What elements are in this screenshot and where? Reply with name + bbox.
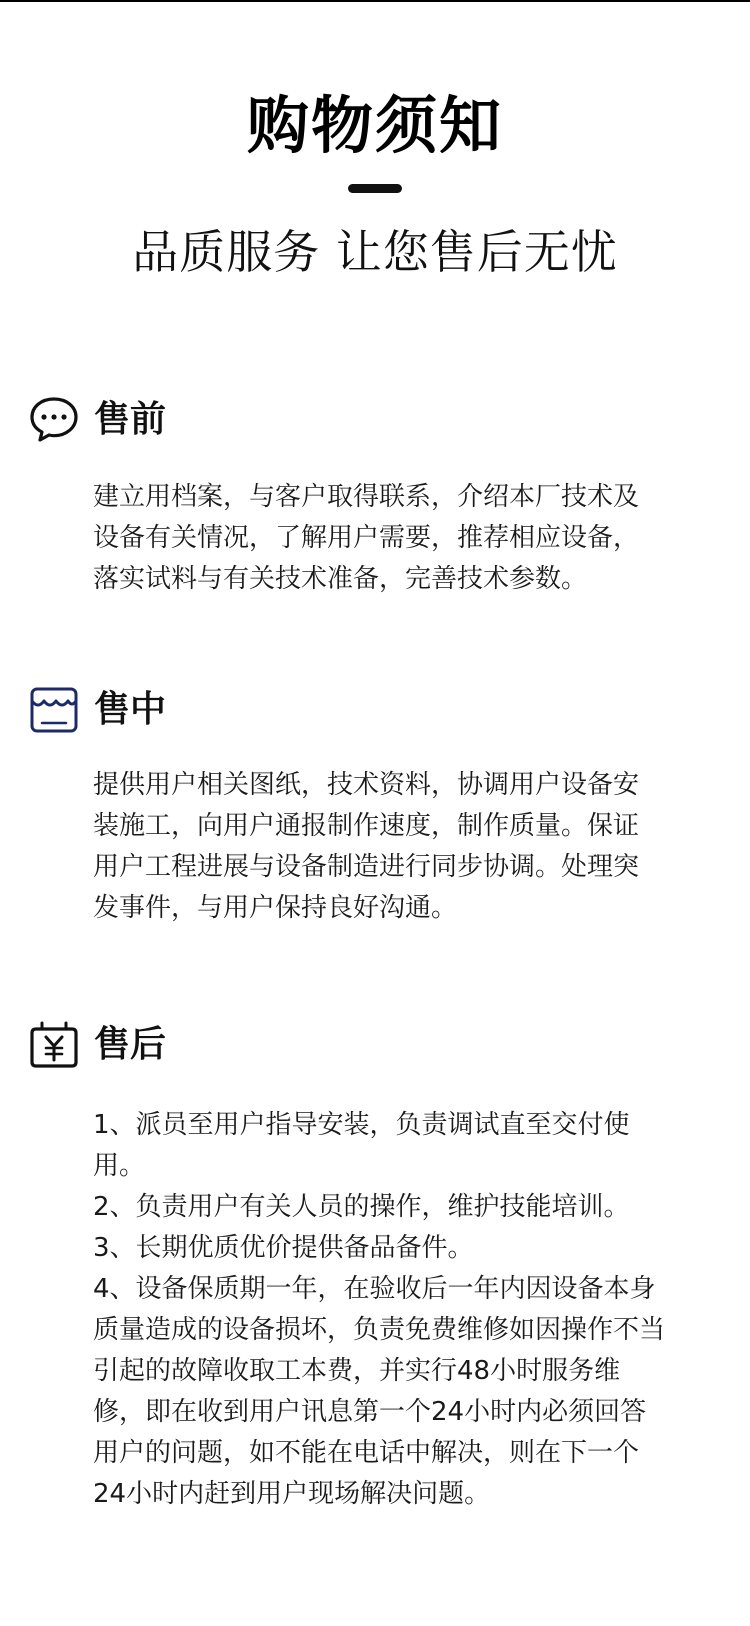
- section-body: [93, 765, 663, 929]
- section-header: [28, 685, 166, 735]
- section-title: 售中: [94, 689, 167, 730]
- page-title: 购物须知: [246, 89, 503, 162]
- yen-refund-icon: [28, 1020, 80, 1070]
- page-subtitle: 品质服务 让您售后无忧: [132, 225, 618, 279]
- list-item: 2、负责用户有关人员的操作，维护技能培训。: [93, 1192, 630, 1222]
- section-text: 建立用档案，与客户取得联系，介绍本厂技术及设备有关情况，了解用户需要，推荐相应设备，落实试料与有关技术准备，完善技术参数。: [93, 482, 640, 594]
- list-item: 4、设备保质期一年，在验收后一年内因设备本身质量造成的设备损坏，负责免费维修如因操作不当引起的故障收取工本费，并实行48小时服务维修，即在收到用户讯息第一个24小时内必须回答用户的问题，如不能在电话中解决，则在下一个24小时内赶到用户现场解决问题。: [93, 1274, 666, 1509]
- section-body: [93, 477, 663, 600]
- section-title: 售前: [94, 399, 167, 440]
- shop-awning-icon: [28, 685, 80, 735]
- section-header: [28, 1020, 166, 1070]
- list-item: 1、派员至用户指导安装，负责调试直至交付使用。: [93, 1110, 630, 1181]
- chat-bubble-icon: [28, 395, 80, 445]
- list-item: 3、长期优质优价提供备品备件。: [93, 1233, 474, 1263]
- top-divider: [0, 0, 750, 2]
- section-title: 售后: [94, 1024, 167, 1065]
- section-header: [28, 395, 166, 445]
- title-underline: [348, 184, 402, 193]
- section-body: [93, 1105, 665, 1515]
- section-text: 提供用户相关图纸，技术资料，协调用户设备安装施工，向用户通报制作速度，制作质量。保证用户工程进展与设备制造进行同步协调。处理突发事件，与用户保持良好沟通。: [93, 770, 640, 923]
